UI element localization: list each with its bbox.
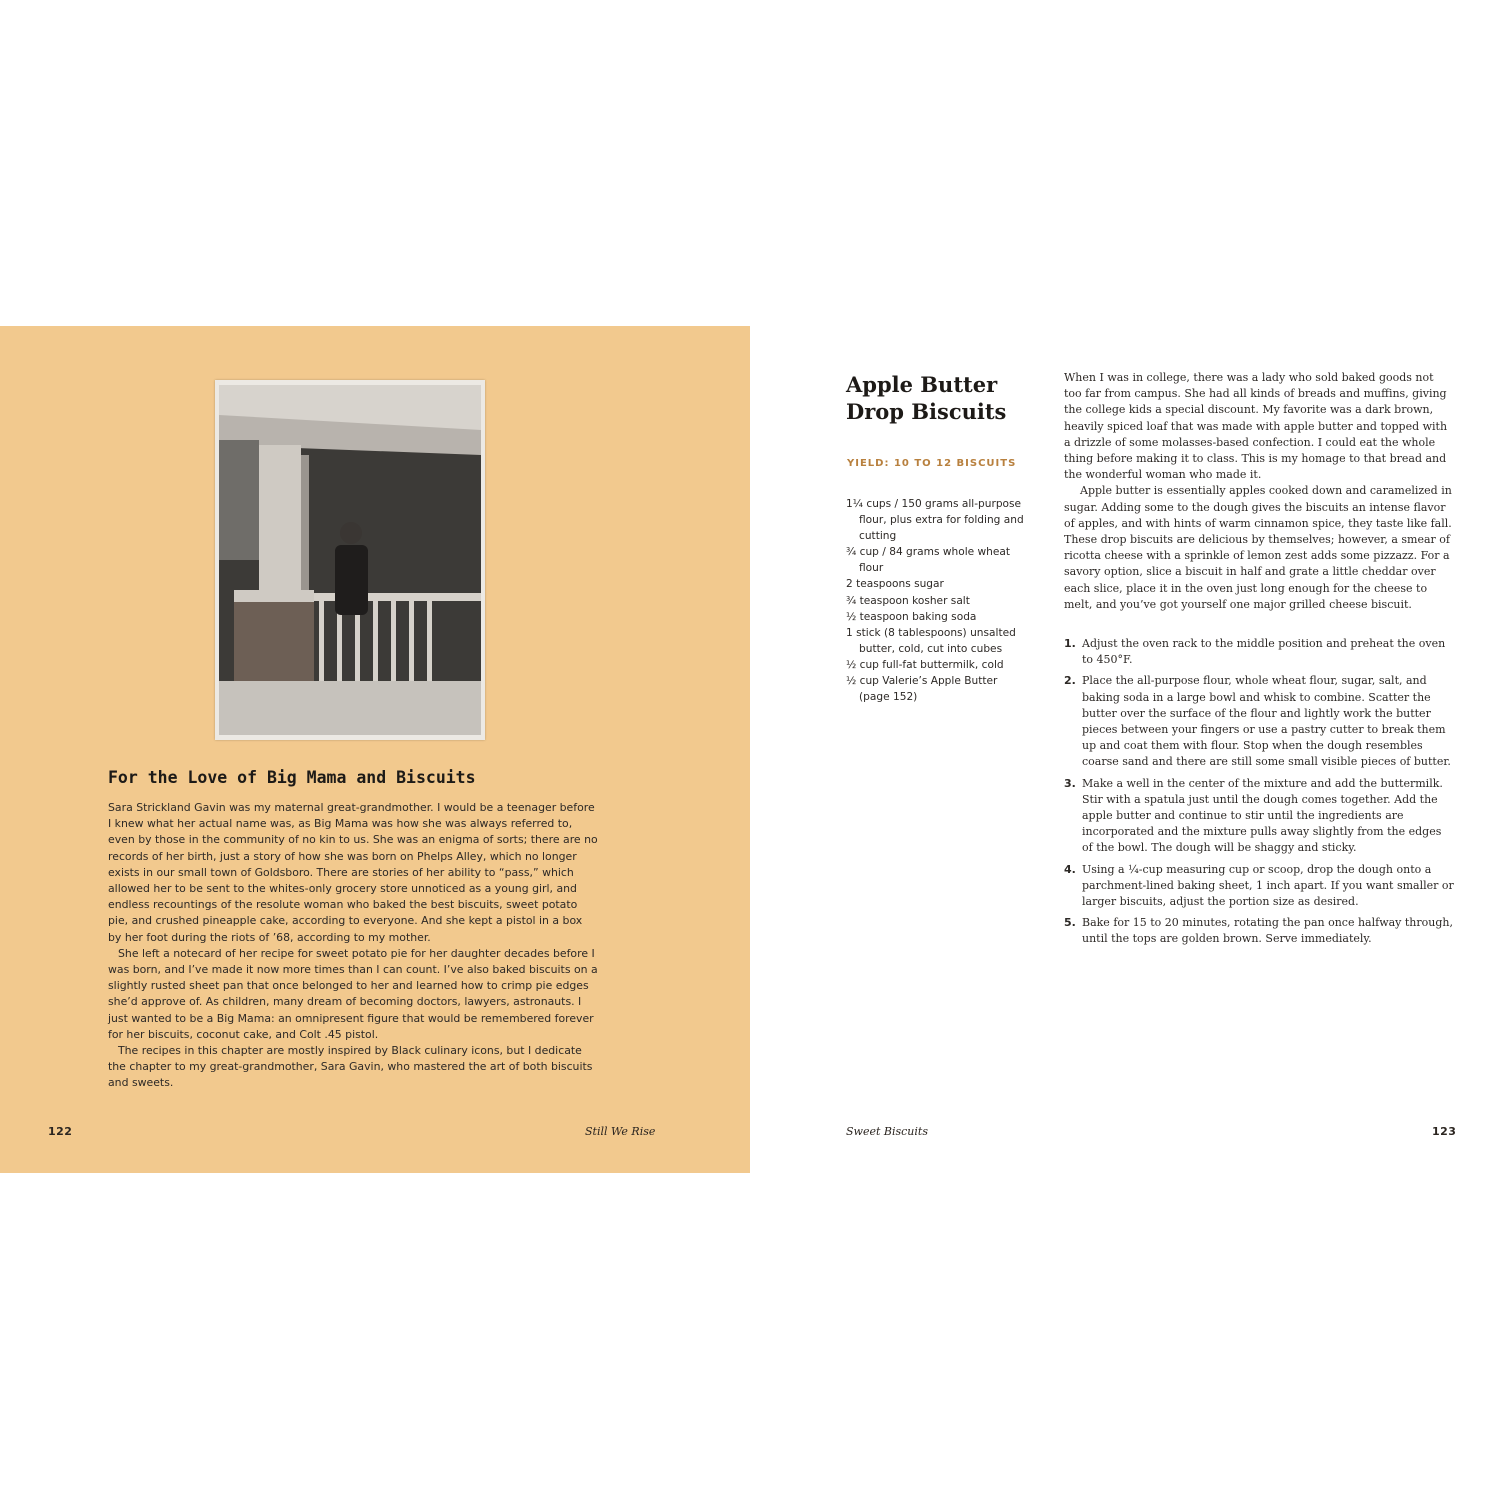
step-text: Adjust the oven rack to the middle position and preheat the oven to 450°F.	[1082, 637, 1446, 667]
ingredient-item: 2 teaspoons sugar	[846, 578, 944, 591]
ingredient-item: ½ cup Valerie’s Apple Butter (page 152)	[846, 675, 998, 704]
left-page-number: 122	[48, 1125, 73, 1138]
step-number: 2.	[1064, 674, 1076, 688]
ingredient-item: 1 stick (8 tablespoons) unsalted butter, cold, cut into cubes	[846, 626, 1016, 655]
step-text: Make a well in the center of the mixture and add the buttermilk. Stir with a spatula just until the dough comes together. Add the apple butter and continue to stir until the ingredients are incorporated and the mixture pulls away slightly from the edges of the bowl. The dough will be shaggy and sticky.	[1082, 776, 1443, 855]
essay-title: For the Love of Big Mama and Biscuits	[108, 768, 476, 787]
method-steps	[1064, 636, 1454, 953]
essay-paragraph: She left a notecard of her recipe for sweet potato pie for her daughter decades before I was born, and I’ve made it now more times than I can count. I’ve also baked biscuits on a slightly rusted sheet pan that once belonged to her and learned how to crimp pie edges she’d approve of. As children, many dream of becoming doctors, lawyers, astronauts. I just wanted to be a Big Mama: an omnipresent figure that would be remembered forever for her biscuits, coconut cake, and Colt .45 pistol.	[108, 946, 598, 1041]
ingredient-list	[846, 496, 1026, 705]
method-step	[1064, 673, 1454, 770]
ingredient-item: ¾ teaspoon kosher salt	[846, 594, 970, 607]
ingredient-item: ½ cup full-fat buttermilk, cold	[846, 658, 1004, 671]
recipe-title: Apple Butter Drop Biscuits	[846, 372, 1007, 424]
porch-photo-illustration	[219, 385, 481, 735]
method-step	[1064, 862, 1454, 911]
step-text: Bake for 15 to 20 minutes, rotating the pan once halfway through, until the tops are golden brown. Serve immediately.	[1082, 916, 1453, 946]
essay-paragraph: Sara Strickland Gavin was my maternal great-grandmother. I would be a teenager before I knew what her actual name was, as Big Mama was how she was always referred to, even by those in the community of no kin to us. She was an enigma of sorts; there are no records of her birth, just a story of how she was born on Phelps Alley, which no longer exists in our small town of Goldsboro. There are stories of her ability to “pass,” which allowed her to be sent to the whites-only grocery store unnoticed as a young girl, and endless recountings of the resolute woman who baked the best biscuits, sweet potato pie, and crushed pineapple cake, according to everyone. And she kept a pistol in a box by her foot during the riots of ’68, according to my mother.	[108, 801, 598, 944]
step-number: 1.	[1064, 637, 1076, 650]
ingredient-item: 1¼ cups / 150 grams all-purpose flour, plus extra for folding and cutting	[846, 498, 1024, 543]
step-text: Place the all-purpose flour, whole wheat flour, sugar, salt, and baking soda in a large bowl and whisk to combine. Scatter the butter over the surface of the flour and lightly work the butter pieces between your fingers or use a pastry cutter to break them up and coat them with flour. Stop when the dough resembles coarse sand and there are still some small visible pieces of butter.	[1082, 674, 1451, 769]
intro-paragraph: When I was in college, there was a lady who sold baked goods not too far from campus. She had all kinds of breads and muffins, giving the college kids a special discount. My favorite was a dark brown, heavily spiced loaf that was made with apple butter and topped with a drizzle of some molasses-based confection. I could eat the whole thing before making it to class. This is my homage to that bread and the wonderful woman who made it.	[1064, 371, 1448, 482]
recipe-yield: YIELD: 10 TO 12 BISCUITS	[847, 458, 1017, 469]
method-step	[1064, 915, 1454, 947]
intro-paragraph: Apple butter is essentially apples cooked down and caramelized in sugar. Adding some to the dough gives the biscuits an intense flavor of apples, and with hints of warm cinnamon spice, they taste like fall. These drop biscuits are delicious by themselves; however, a smear of ricotta cheese with a sprinkle of lemon zest adds some pizzazz. For a savory option, slice a biscuit in half and grate a little cheddar over each slice, place it in the oven just long enough for the cheese to melt, and you’ve got yourself one major grilled cheese biscuit.	[1064, 484, 1452, 611]
essay-body	[108, 800, 598, 1092]
step-text: Using a ¼-cup measuring cup or scoop, drop the dough onto a parchment-lined baking sheet, 1 inch apart. If you want smaller or larger biscuits, adjust the portion size as desired.	[1082, 862, 1454, 909]
recipe-intro	[1064, 370, 1454, 613]
ingredient-item: ½ teaspoon baking soda	[846, 610, 977, 623]
porch-photograph	[215, 380, 485, 740]
method-step	[1064, 776, 1454, 857]
step-number: 3.	[1064, 776, 1076, 790]
step-number: 5.	[1064, 916, 1076, 930]
right-page-number: 123	[1432, 1125, 1457, 1138]
step-number: 4.	[1064, 862, 1076, 876]
right-running-title: Sweet Biscuits	[846, 1125, 928, 1138]
left-running-title: Still We Rise	[585, 1125, 656, 1138]
ingredient-item: ¾ cup / 84 grams whole wheat flour	[846, 546, 1011, 575]
method-step	[1064, 636, 1454, 668]
essay-paragraph: The recipes in this chapter are mostly inspired by Black culinary icons, but I dedicate the chapter to my great-grandmother, Sara Gavin, who mastered the art of both biscuits and sweets.	[108, 1044, 593, 1090]
